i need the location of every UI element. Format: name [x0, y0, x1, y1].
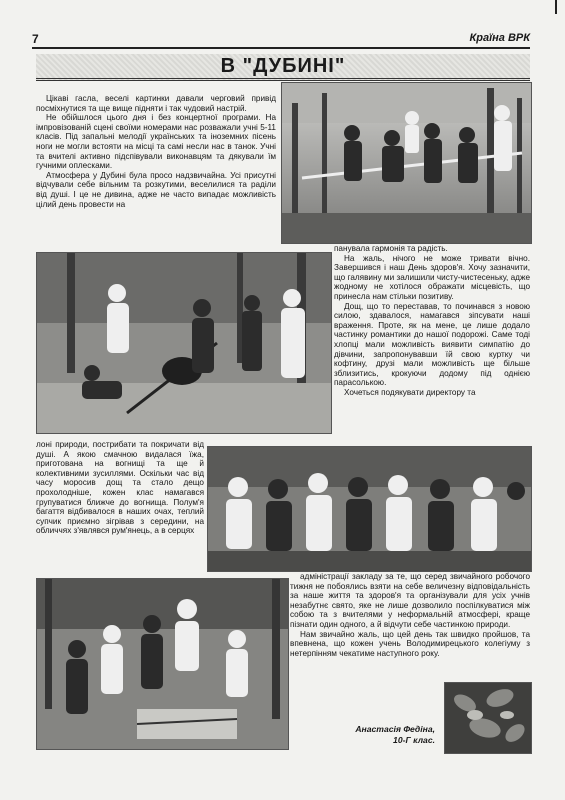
- publication-name: Країна ВРК: [469, 32, 530, 44]
- page-number: 7: [32, 32, 39, 46]
- paragraph: лоні природи, пострибати та покричати від душі. А якою смачною видалася їжа, приготована на вогнищі та ще й колективними зусиллями. Оскільки час від часу моросив дощ та стало дещо прохолодніше, кожен клас намагався групуватися ближче до вогнища. Полум'я багаття відбивалося в наших очах, теплий супчик приємно зігрівав з середини, на обличчях з'являвся рум'янець, а в серцях: [36, 440, 204, 536]
- photo-group-students: [207, 446, 532, 572]
- article-text-middle: [36, 440, 204, 536]
- paragraph: Цікаві гасла, веселі картинки давали черговий привід посміхнутися та ще вище підняти і так чудовий настрій.: [36, 94, 276, 113]
- paragraph: адміністрації закладу за те, що серед звичайного робочого тижня не побоялись взяти на себе величезну відповідальність за наше життя та здоров'я та організували для усіх учнів незабутнє свято, яке не лише дозволило поспілкуватися між собою та з вчителями у неформальній атмосфері, краще пізнати один одного, а й відчути себе частинкою природи.: [290, 572, 530, 629]
- author-class: 10-Г клас.: [393, 735, 435, 745]
- article-title: В "ДУБИНІ": [220, 55, 346, 77]
- paragraph: Хочеться подякувати директору та: [344, 387, 476, 397]
- paragraph: Дощ, що то переставав, то починався з новою силою, здавалося, намагався зіпсувати наші враження. Проте, як на мене, це лише додало частинку романтики до нашої подорожі. Саме тоді хлопці мали можливість виявити симпатію до дівчини, запропонувавши їй свою куртку чи кофтину, друзі мали можливість ще більше зблизитись, крокуючи додому під однією парасолькою.: [334, 301, 530, 388]
- paragraph: Не обійшлося цього дня і без концертної програми. На імпровізованій сцені своїми номерами нас розважали учні 5-11 класів. Під запальні мелодії українських та іноземних пісень ноги не могли встояти на місці та самі несли нас в танок. Учні та вчителі активно підспівували виконавцям та дякували їм гучними оплесками.: [36, 113, 276, 171]
- paragraph: Атмосфера у Дубині була просо надзвичайна. Усі присутні відчували себе вільним та розкутими, веселилися та раділи від душі. І це не дивина, адже не часто випадає можливість цілий день провести на: [36, 170, 276, 209]
- paragraph: Нам звичайно жаль, що цей день так швидко пройшов, та впевнена, що кожен учень Володимирецького колегіуму з нетерпінням чекатиме наступного року.: [290, 629, 530, 658]
- author-signature: [355, 724, 435, 746]
- article-text-intro: [36, 94, 276, 209]
- header-rule: [32, 47, 530, 49]
- photo-group-by-fire: [36, 578, 289, 750]
- title-banner: [36, 54, 530, 81]
- article-text-right: [334, 244, 530, 398]
- photo-tug-of-war: [281, 82, 532, 244]
- paragraph: панувала гармонія та радість.: [334, 244, 448, 253]
- photo-campfire-cooking: [36, 252, 332, 434]
- paragraph: На жаль, нічого не може тривати вічно. Завершився і наш День здоров'я. Хочу зазначити, що галявину ми залишили чисту-чистесеньку, адже жодному не хотілося ображати місцевість, що принесла нам стільки позитиву.: [334, 253, 530, 301]
- page-header: [32, 32, 530, 46]
- article-text-conclusion: [290, 572, 530, 658]
- photo-autumn-leaves: [444, 682, 532, 754]
- page-edge-mark: [555, 0, 557, 14]
- author-name: Анастасія Федіна,: [355, 724, 435, 734]
